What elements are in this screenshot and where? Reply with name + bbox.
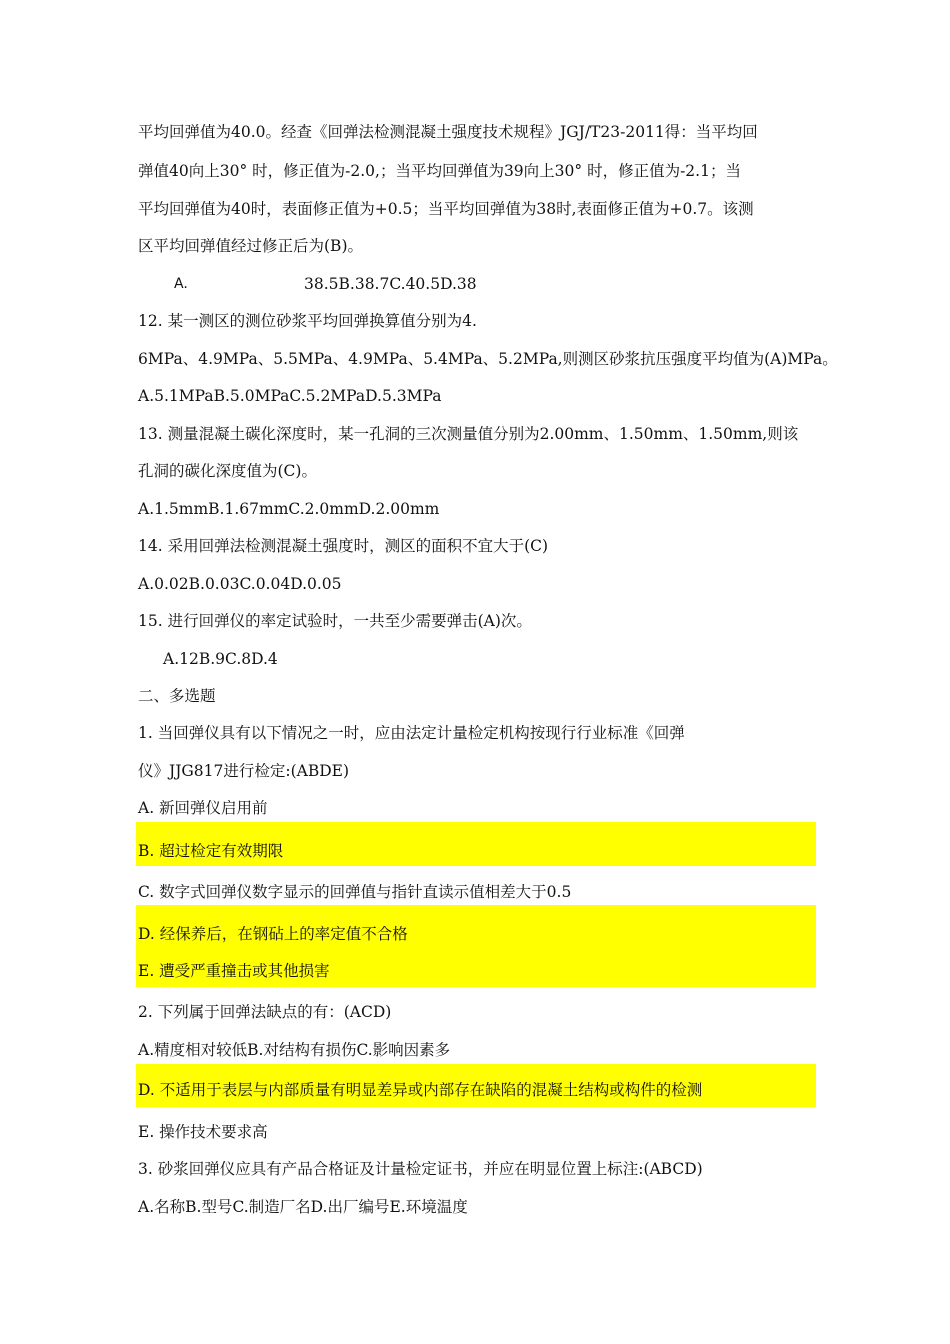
intro-line-3: 平均回弹值为40时，表面修正值为+0.5；当平均回弹值为38时,表面修正值为+0.7。该测 [138, 200, 754, 218]
intro-line-4: 区平均回弹值经过修正后为(B)。 [138, 237, 363, 255]
m1-line-1: 1. 当回弹仪具有以下情况之一时，应由法定计量检定机构按现行行业标准《回弹 [138, 724, 685, 742]
intro-line-1: 平均回弹值为40.0。经查《回弹法检测混凝土强度技术规程》JGJ/T23-2011得：当平均回 [138, 123, 758, 141]
q14-line-1: 14. 采用回弹法检测混凝土强度时，测区的面积不宜大于(C) [138, 537, 549, 555]
q11-option-label: A. [174, 276, 188, 292]
m2-line-1: 2. 下列属于回弹法缺点的有：(ACD) [138, 1003, 392, 1021]
m1-option-e: E. 遭受严重撞击或其他损害 [138, 962, 330, 980]
q12-options: A.5.1MPaB.5.0MPaC.5.2MPaD.5.3MPa [138, 387, 442, 405]
m2-option-d: D. 不适用于表层与内部质量有明显差异或内部存在缺陷的混凝土结构或构件的检测 [138, 1081, 703, 1099]
q14-options: A.0.02B.0.03C.0.04D.0.05 [138, 575, 342, 593]
section-title-multi-choice: 二、多选题 [138, 687, 216, 705]
m2-options-abc: A.精度相对较低B.对结构有损伤C.影响因素多 [138, 1041, 451, 1059]
q12-line-2: 6MPa、4.9MPa、5.5MPa、4.9MPa、5.4MPa、5.2MPa,则测区砂浆抗压强度平均值为(A)MPa。 [138, 350, 838, 368]
q15-options: A.12B.9C.8D.4 [163, 650, 278, 668]
m1-line-2: 仪》JJG817进行检定:(ABDE) [138, 762, 350, 780]
m2-option-e: E. 操作技术要求高 [138, 1123, 268, 1141]
m1-option-c: C. 数字式回弹仪数字显示的回弹值与指针直读示值相差大于0.5 [138, 883, 572, 901]
q13-line-1: 13. 测量混凝土碳化深度时，某一孔洞的三次测量值分别为2.00mm、1.50mm、1.50mm,则该 [138, 425, 799, 443]
q15-line-1: 15. 进行回弹仪的率定试验时，一共至少需要弹击(A)次。 [138, 612, 532, 630]
m1-option-d: D. 经保养后，在钢砧上的率定值不合格 [138, 925, 408, 943]
m1-option-a: A. 新回弹仪启用前 [138, 799, 268, 817]
m3-line-1: 3. 砂浆回弹仪应具有产品合格证及计量检定证书，并应在明显位置上标注:(ABCD) [138, 1160, 703, 1178]
m1-option-b: B. 超过检定有效期限 [138, 842, 284, 860]
q12-line-1: 12. 某一测区的测位砂浆平均回弹换算值分别为4. [138, 312, 477, 330]
q11-options: 38.5B.38.7C.40.5D.38 [304, 275, 477, 293]
m3-options: A.名称B.型号C.制造厂名D.出厂编号E.环境温度 [138, 1198, 468, 1216]
q13-options: A.1.5mmB.1.67mmC.2.0mmD.2.00mm [138, 500, 440, 518]
q13-line-2: 孔洞的碳化深度值为(C)。 [138, 462, 317, 480]
intro-line-2: 弹值40向上30° 时，修正值为-2.0,；当平均回弹值为39向上30° 时，修正值为-2.1；当 [138, 162, 741, 180]
